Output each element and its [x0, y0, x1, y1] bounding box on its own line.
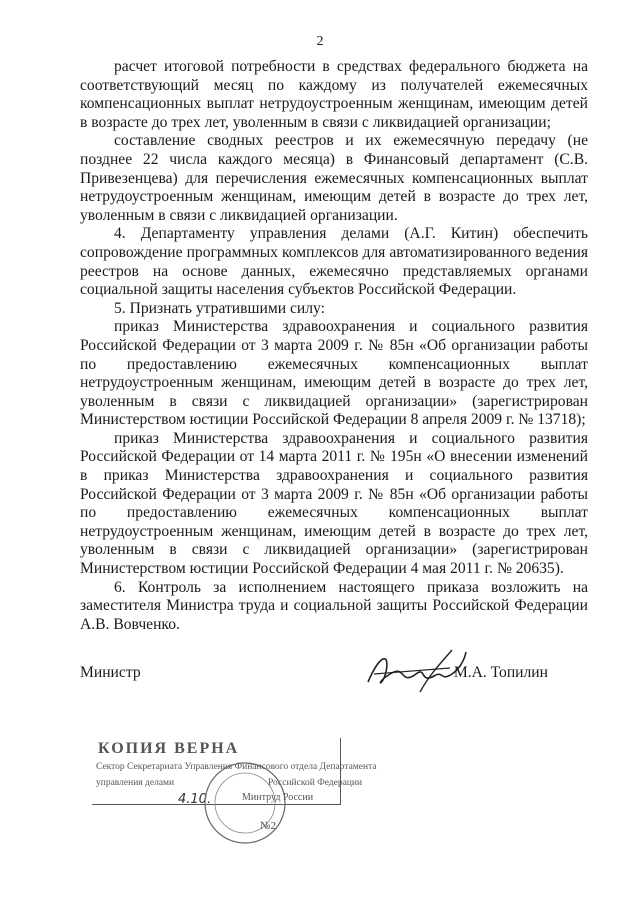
- paragraph: приказ Министерства здравоохранения и социального развития Российской Федерации от 3 марта 2009 г. № 85н «Об организации работы по предоставлению ежемесячных компенсационных выплат нетрудоустроенным женщинам, имеющим детей в возрасте до трех лет, уволенным в связи с ликвидацией организации» (зарегистрирован Министерством юстиции Российской Федерации 8 апреля 2009 г. № 13718);: [80, 318, 588, 429]
- signature-block: [80, 664, 588, 694]
- stamp-department-2: управления делами: [96, 778, 175, 788]
- paragraph: расчет итоговой потребности в средствах федерального бюджета на соответствующий месяц по каждому из получателей ежемесячных компенсационных выплат нетрудоустроенным женщинам, имеющим детей в возрасте до трех лет, уволенным в связи с ликвидацией организации;: [80, 58, 588, 131]
- paragraph: составление сводных реестров и их ежемесячную передачу (не позднее 22 числа каждого месяца) в Финансовый департамент (С.В. Привезенцева) для перечисления ежемесячных компенсационных выплат нетрудоустроенным женщинам, имеющим детей в возрасте до трех лет, уволенным в связи с ликвидацией организации.: [80, 132, 588, 224]
- paragraph: 6. Контроль за исполнением настоящего приказа возложить на заместителя Министра труда и социальной защиты Российской Федерации А.В. Вовченко.: [80, 578, 588, 633]
- stamp-title: КОПИЯ ВЕРНА: [98, 740, 240, 757]
- signatory-name: М.А. Топилин: [453, 664, 548, 681]
- round-seal: [200, 758, 290, 848]
- paragraph: приказ Министерства здравоохранения и социального развития Российской Федерации от 14 марта 2011 г. № 195н «О внесении изменений в приказ Министерства здравоохранения и социального развития Российской Федерации от 3 марта 2009 г. № 85н «Об организации работы по предоставлению ежемесячных компенсационных выплат нетрудоустроенным женщинам, имеющим детей в возрасте до трех лет, уволенным в связи с ликвидацией организации» (зарегистрирован Министерством юстиции Российской Федерации 4 мая 2011 г. № 20635).: [80, 429, 588, 578]
- stamp-date: 4.10.: [178, 792, 212, 807]
- document-body: [80, 58, 588, 634]
- stamp-country: Российской Федерации: [268, 778, 363, 788]
- paragraph: 5. Признать утратившими силу:: [114, 299, 325, 317]
- copy-stamp: [92, 738, 377, 848]
- paragraph: 4. Департаменту управления делами (А.Г. Китин) обеспечить сопровождение программных комплексов для автоматизированного ведения реестров на основе данных, ежемесячно представляемых органами социальной защиты населения субъектов Российской Федерации.: [80, 225, 588, 299]
- stamp-department: Сектор Секретариата Управления Финансового отдела Департамента: [96, 762, 377, 772]
- seal-text: Минтруд России: [242, 792, 314, 803]
- signatory-title: Министр: [80, 664, 141, 681]
- page-number: 2: [316, 34, 324, 49]
- seal-number: №2: [260, 820, 276, 832]
